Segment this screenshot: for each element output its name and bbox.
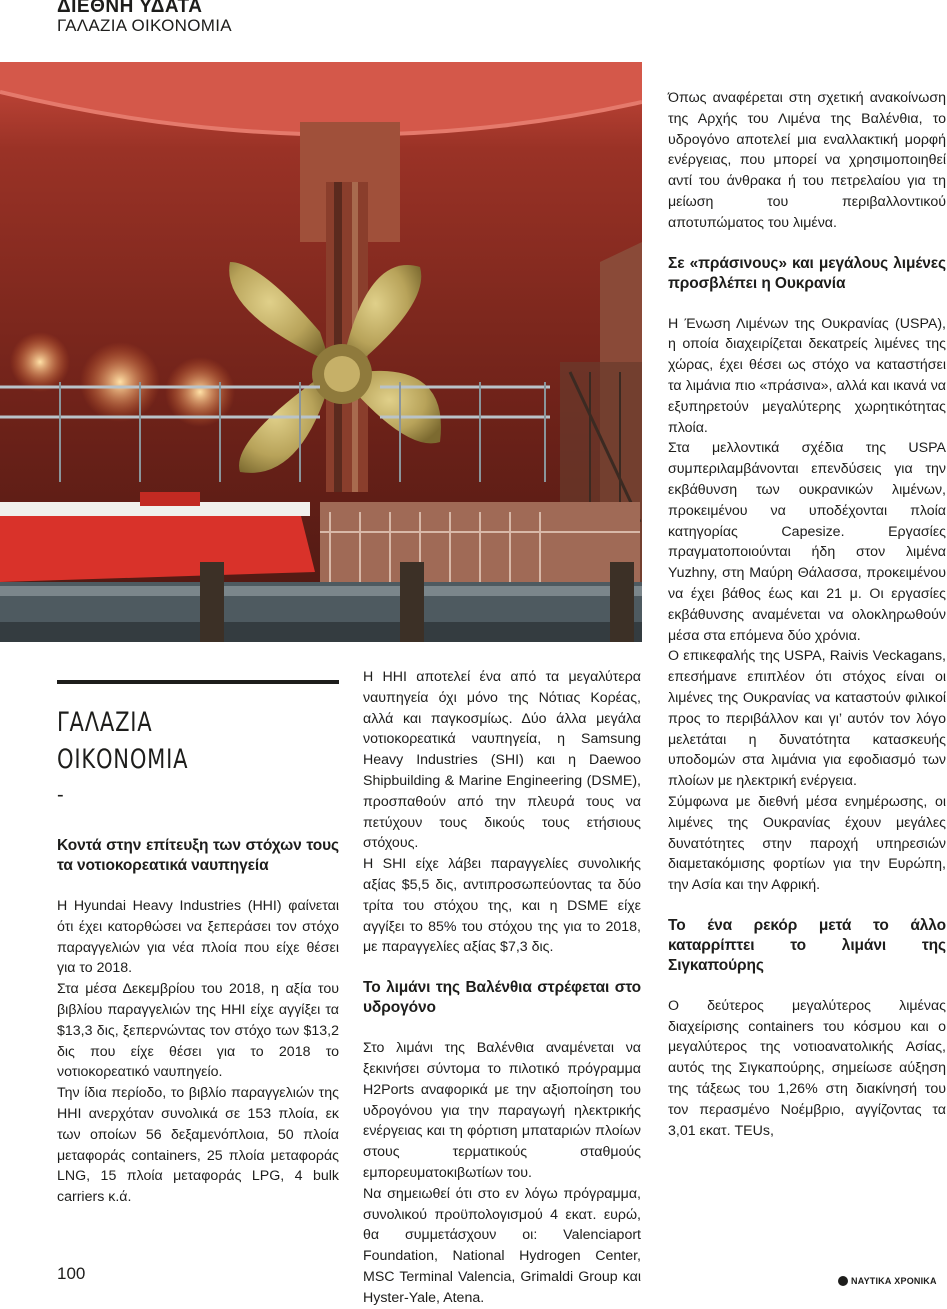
brand-name: ΝΑΥΤΙΚΑ ΧΡΟΝΙΚΑ bbox=[851, 1276, 937, 1286]
section-subtitle: ΓΑΛΑΖΙΑ ΟΙΚΟΝΟΜΙΑ bbox=[57, 16, 232, 35]
sidebar-rule bbox=[57, 680, 339, 684]
article-paragraph: Σύμφωνα με διεθνή μέσα ενημέρωσης, οι λιμένες της Ουκρανίας έχουν μεγάλες δυνατότητες στην παροχή υπηρεσιών διαμετακόμισης φορτίων για την Ευρώπη, την Ασία και την Αφρική. bbox=[668, 793, 946, 894]
publication-brand bbox=[838, 1275, 937, 1287]
brand-logo-icon bbox=[838, 1276, 848, 1286]
sidebar-title-line1: ΓΑΛΑΖΙΑ bbox=[57, 707, 153, 738]
column-left bbox=[57, 680, 339, 1208]
article-paragraph: Η HHI αποτελεί ένα από τα μεγαλύτερα ναυπηγεία όχι μόνο της Νότιας Κορέας, αλλά και παγκοσμίως. Δύο άλλα μεγάλα νοτιοκορεατικά ναυπηγεία, η Samsung Heavy Industries (SHI) και η Daewoo Shipbuilding & Marine Engineering (DSME), προσπαθούν από την πλευρά τους να πετύχουν τους δικούς τους ετήσιους στόχους. bbox=[363, 669, 641, 852]
article-paragraph: Την ίδια περίοδο, το βιβλίο παραγγελιών της HHI ανερχόταν συνολικά σε 153 πλοία, εκ των οποίων 56 δεξαμενόπλοια, 50 πλοία μεταφοράς containers, 25 πλοία μεταφοράς LNG, 15 πλοία μεταφοράς LPG, 4 bulk carriers κ.ά. bbox=[57, 1085, 339, 1206]
article-paragraph: Η SHI είχε λάβει παραγγελίες συνολικής αξίας $5,5 δις, αντιπροσωπεύοντας τα δύο τρίτα του στόχου της, και η DSME είχε αγγίξει το 85% του στόχου της για το 2018, με παραγγελίες αξίας $7,3 δις. bbox=[363, 856, 641, 956]
article-heading-valencia: Το λιμάνι της Βαλένθια στρέφεται στο υδρογόνο bbox=[363, 979, 641, 1017]
ship-propeller-photo bbox=[0, 62, 642, 642]
sidebar-title-line2: ΟΙΚΟΝΟΜΙΑ bbox=[57, 744, 189, 775]
sidebar-dash: - bbox=[57, 784, 64, 806]
article-paragraph: Στα μελλοντικά σχέδια της USPA συμπεριλαμβάνονται επενδύσεις για την εκβάθυνση των ουκρανικών λιμένων, προκειμένου να υποδέχονται πλοία κατηγορίας Capesize. Εργασίες πραγματοποιούνται ήδη στον λιμένα Yuzhny, στη Μαύρη Θάλασσα, προκειμένου να έχει βάθος έως και 21 μ. Οι εργασίες εκβάθυνσης αναμένεται να ολοκληρωθούν μέσα στα επόμενα δύο χρόνια. bbox=[668, 440, 946, 644]
article-paragraph: Στο λιμάνι της Βαλένθια αναμένεται να ξεκινήσει σύντομα το πιλοτικό πρόγραμμα H2Ports αναφορικά με την αξιοποίηση του υδρογόνου για την παραγωγή ηλεκτρικής ενέργειας και τη φόρτιση μπαταριών πλοίων στους τερματικούς σταθμούς εμπορευματοκιβωτίων του. bbox=[363, 1040, 641, 1181]
section-title: ΔΙΕΘΝΗ ΥΔΑΤΑ bbox=[57, 0, 203, 17]
article-paragraph: Ο επικεφαλής της USPA, Raivis Veckagans, επεσήμανε επιπλέον ότι στόχος είναι οι λιμένες της Ουκρανίας να καταστούν φιλικοί προς το περιβάλλον και γι’ αυτόν τον λόγο μελετάται η δυνατότητα κατασκευής υποδομών στα λιμάνια για εφοδιασμό των πλοίων με ηλεκτρική ενέργεια. bbox=[668, 648, 946, 790]
article-heading-ukraine: Σε «πράσινους» και μεγάλους λιμένες προσβλέπει η Ουκρανία bbox=[668, 254, 946, 292]
article-paragraph: Η Hyundai Heavy Industries (HHI) φαίνεται ότι έχει κατορθώσει να ξεπεράσει τον στόχο παραγγελιών για νέα πλοία που είχε θέσει για το 2018. bbox=[57, 898, 339, 977]
article-paragraph: Να σημειωθεί ότι στο εν λόγω πρόγραμμα, συνολικού προϋπολογισμού 4 εκατ. ευρώ, θα συμμετάσχουν οι: Valenciaport Foundation, National Hydrogen Center, MSC Terminal Valencia, Grimaldi Group και Hyster-Yale, Atena. bbox=[363, 1185, 641, 1306]
article-paragraph: Ο δεύτερος μεγαλύτερος λιμένας διαχείρισης containers του κόσμου και ο μεγαλύτερος της νοτιοανατολικής Ασίας, αυτός της Σιγκαπούρης, σημείωσε αύξηση της τάξεως του 1,26% στη διακίνησή του τον περασμένο Νοέμβριο, αγγίζοντας τα 3,01 εκατ. TEUs, bbox=[668, 997, 946, 1139]
column-middle bbox=[363, 667, 641, 1309]
article-heading-singapore: Το ένα ρεκόρ μετά το άλλο καταρρίπτει το λιμάνι της Σιγκαπούρης bbox=[668, 916, 946, 974]
article-paragraph: Η Ένωση Λιμένων της Ουκρανίας (USPA), η οποία διαχειρίζεται δεκατρείς λιμένες της χώρας, έχει θέσει ως στόχο να καταστήσει τα λιμάνια πιο «πράσινα», αλλά και ικανά να εξυπηρετούν μεγαλύτερης χωρητικότητας πλοία. bbox=[668, 315, 946, 436]
article-paragraph: Στα μέσα Δεκεμβρίου του 2018, η αξία του βιβλίου παραγγελιών της HHI είχε αγγίξει τα $13,3 δις, ξεπερνώντας τον στόχο των $13,2 δις που είχε θέσει για το 2018 το νοτιοκορεατικό ναυπηγείο. bbox=[57, 981, 339, 1081]
article-paragraph: Όπως αναφέρεται στη σχετική ανακοίνωση της Αρχής του Λιμένα της Βαλένθια, το υδρογόνο αποτελεί μια εναλλακτική μορφή ενέργειας, που μπορεί να χρησιμοποιηθεί αντί του άνθρακα ή του πετρελαίου για τη μείωση του περιβαλλοντικού αποτυπώματος του λιμένα. bbox=[668, 90, 946, 231]
article-heading-korea: Κοντά στην επίτευξη των στόχων τους τα νοτιοκορεατικά ναυπηγεία bbox=[57, 837, 339, 874]
page-number: 100 bbox=[57, 1264, 86, 1283]
column-right bbox=[668, 88, 946, 1141]
